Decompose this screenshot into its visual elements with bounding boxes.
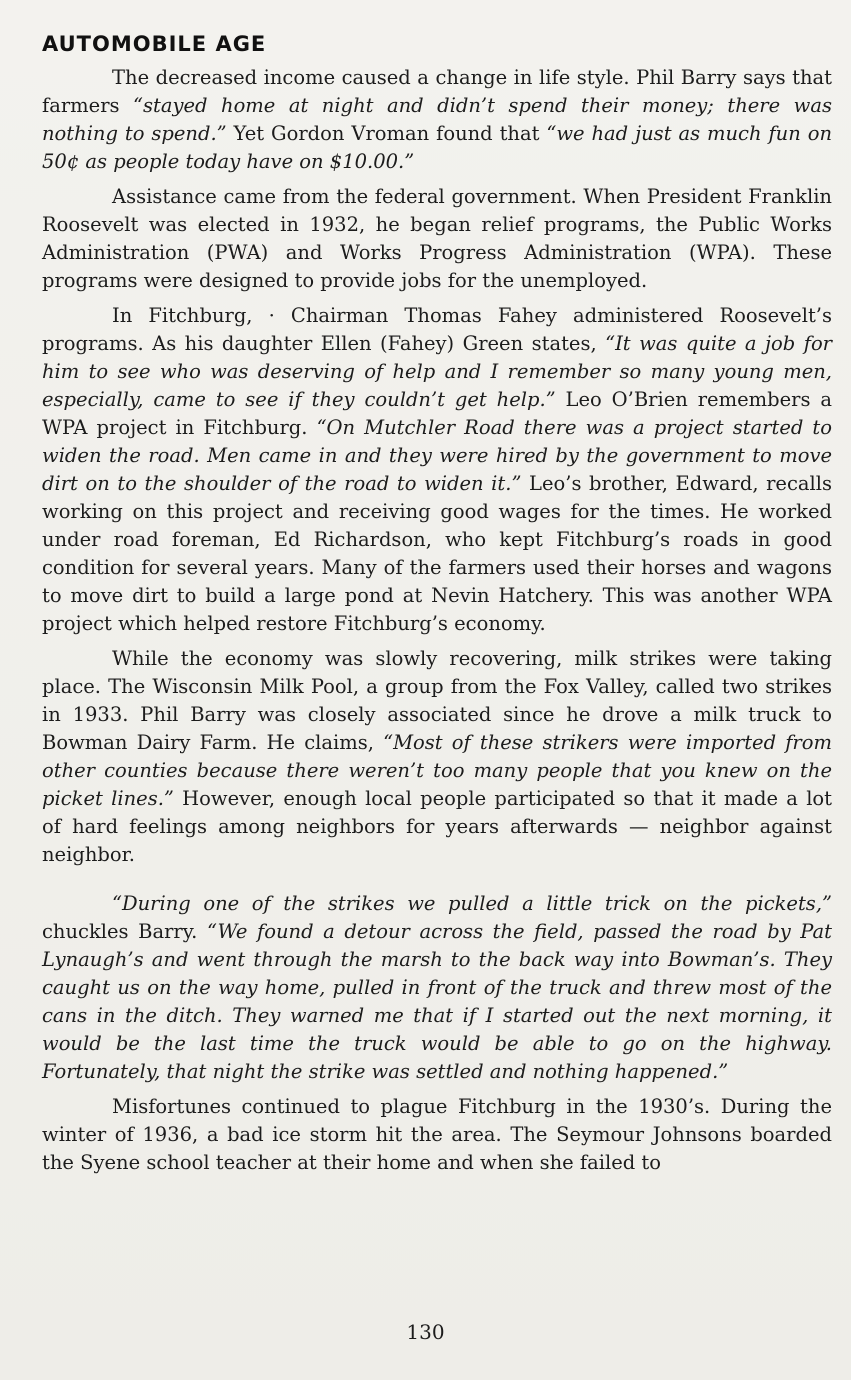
body-text	[42, 64, 832, 1184]
text-run: In Fitchburg, · Chairman Thomas Fahey administered Roosevelt’s programs. As his daughter Ellen (Fahey) Green states,	[42, 304, 832, 355]
quoted-text: “we had just as much fun on 50¢ as people today have on $10.00.”	[42, 122, 833, 173]
text-run: Yet Gordon Vroman found that	[226, 122, 547, 145]
text-run: The decreased income caused a change in life style. Phil Barry says that farmers	[42, 66, 832, 117]
text-run: Misfortunes continued to plague Fitchburg in the 1930’s. During the winter of 1936, a bad ice storm hit the area. The Seymour Johnsons boarded the Syene school teacher at their home and when she failed to	[42, 1095, 832, 1174]
running-header: AUTOMOBILE AGE	[42, 32, 267, 56]
quoted-text: “During one of the strikes we pulled a little trick on the pickets,”	[112, 892, 832, 915]
paragraph	[42, 302, 832, 638]
quoted-text: “On Mutchler Road there was a project started to widen the road. Men came in and they were hired by the government to move dirt on to the shoulder of the road to widen it.”	[42, 416, 832, 495]
text-run: However, enough local people participated so that it made a lot of hard feelings among neighbors for years afterwards — neighbor against neighbor.	[42, 787, 833, 866]
page-number: 130	[406, 1320, 445, 1344]
quoted-text: “It was quite a job for him to see who was deserving of help and I remember so many young men, especially, came to see if they couldn’t get help.”	[42, 332, 832, 411]
paragraph	[42, 645, 832, 869]
paragraph	[42, 64, 832, 176]
quoted-text: “We found a detour across the field, passed the road by Pat Lynaugh’s and went through the marsh to the back way into Bowman’s. They caught us on the way home, pulled in front of the truck and threw most of the cans in the ditch. They warned me that if I started out the next morning, it would be the last time the truck would be able to go on the highway. Fortunately, that night the strike was settled and nothing happened.”	[42, 920, 832, 1083]
paragraph	[42, 183, 832, 295]
text-run: While the economy was slowly recovering, milk strikes were taking place. The Wisconsin Milk Pool, a group from the Fox Valley, called two strikes in 1933. Phil Barry was closely associated since he drove a milk truck to Bowman Dairy Farm. He claims,	[42, 647, 832, 754]
text-run: Assistance came from the federal government. When President Franklin Roosevelt was elected in 1932, he began relief programs, the Public Works Administration (PWA) and Works Progress Administration (WPA). These programs were designed to provide jobs for the unemployed.	[42, 185, 832, 292]
quoted-text: “stayed home at night and didn’t spend their money; there was nothing to spend.”	[42, 94, 832, 145]
text-run: chuckles Barry.	[42, 920, 207, 943]
text-run: Leo O’Brien remembers a WPA project in Fitchburg.	[42, 388, 832, 439]
paragraph	[42, 890, 832, 1086]
text-run: Leo’s brother, Edward, recalls working on this project and receiving good wages for the times. He worked under road foreman, Ed Richardson, who kept Fitchburg’s roads in good condition for several years. Many of the farmers used their horses and wagons to move dirt to build a large pond at Nevin Hatchery. This was another WPA project which helped restore Fitchburg’s economy.	[42, 472, 832, 635]
quoted-text: “Most of these strikers were imported from other counties because there weren’t too many people that you knew on the picket lines.”	[42, 731, 832, 810]
paragraph	[42, 1093, 832, 1177]
